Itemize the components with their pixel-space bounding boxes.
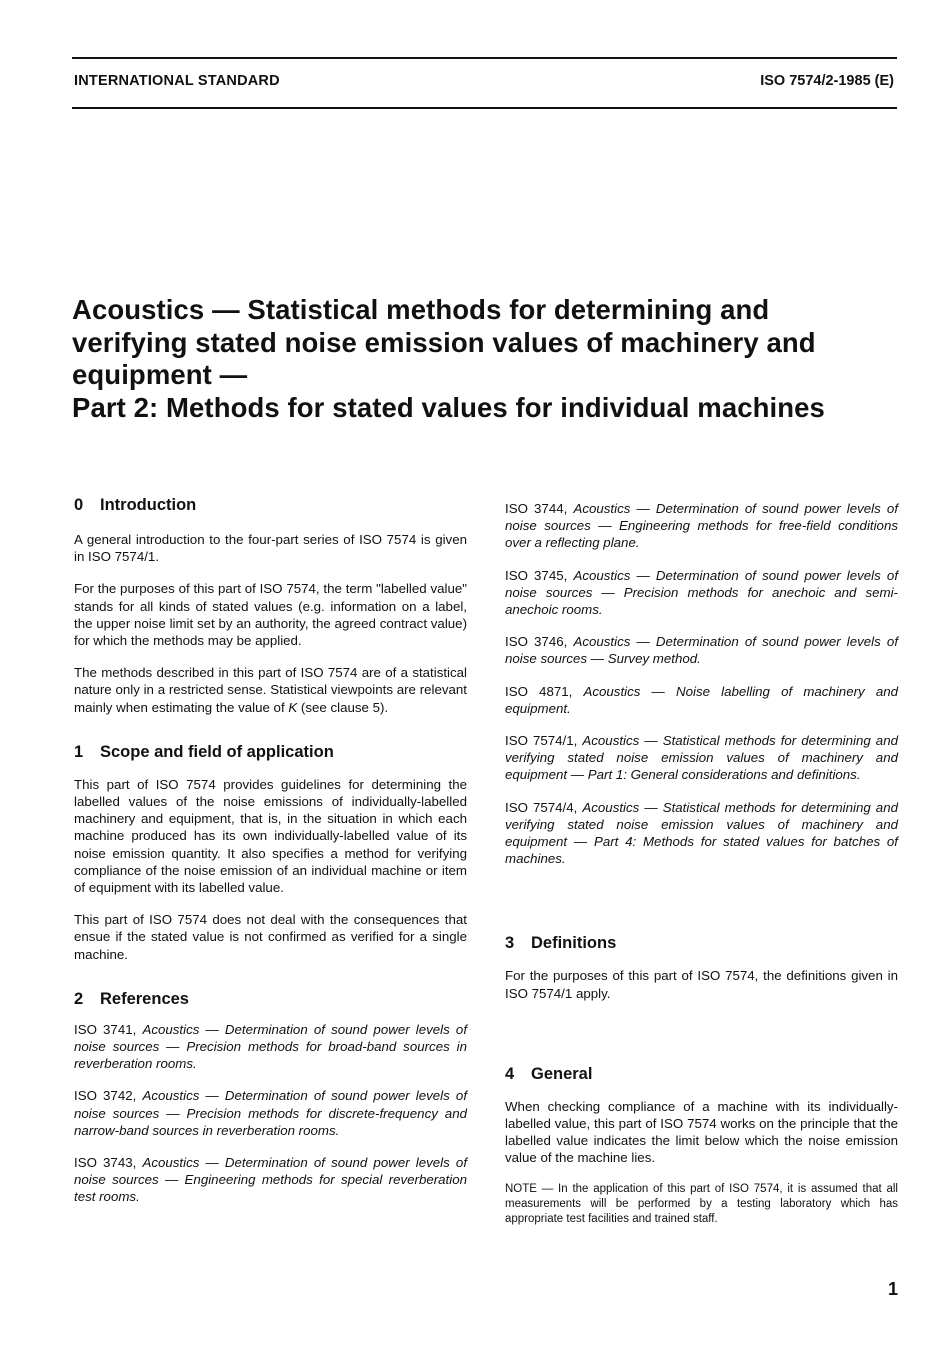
- header-bottom-rule: [72, 107, 897, 109]
- reference-item: ISO 4871, Acoustics — Noise labelling of machinery and equipment.: [505, 683, 899, 716]
- title-line-3: equipment —: [72, 359, 248, 390]
- reference-item: ISO 3742, Acoustics — Determination of sound power levels of noise sources — Precision methods for discrete-frequency and narrow-band sources in reverberation rooms.: [74, 1088, 468, 1138]
- header-top-rule: [72, 57, 897, 59]
- reference-item: ISO 7574/4, Acoustics — Statistical methods for determining and verifying stated noise emission values of machinery and equipment — Part 4: Methods for stated values for batches of machines.: [505, 799, 898, 867]
- intro-paragraph-2: For the purposes of this part of ISO 7574, the term "labelled value" stands for all kinds of stated values (e.g. information on a label, the upper noise limit set by an authority, the agreed contract value) for which the methods may be applied.: [74, 581, 467, 649]
- left-column: [74, 495, 467, 1206]
- intro-paragraph-1: A general introduction to the four-part series of ISO 7574 is given in ISO 7574/1.: [74, 532, 467, 565]
- section-heading-general: 4 General: [505, 1064, 593, 1083]
- section-heading-definitions: 3 Definitions: [505, 934, 617, 953]
- header-document-number: ISO 7574/2-1985 (E): [760, 73, 894, 89]
- reference-item: ISO 7574/1, Acoustics — Statistical methods for determining and verifying stated noise emission values of machinery and equipment — Part 1: General considerations and definitions.: [505, 733, 898, 783]
- document-title: [72, 294, 902, 424]
- section-heading-scope: 1 Scope and field of application: [74, 742, 334, 761]
- header-standard-type: INTERNATIONAL STANDARD: [74, 73, 280, 89]
- scope-paragraph-2: This part of ISO 7574 does not deal with the consequences that ensue if the stated value is not confirmed as verified for a single machine.: [74, 912, 467, 962]
- title-line-1: Acoustics — Statistical methods for determining and: [72, 294, 770, 325]
- reference-item: ISO 3746, Acoustics — Determination of sound power levels of noise sources — Survey method.: [505, 634, 899, 667]
- reference-item: ISO 3744, Acoustics — Determination of sound power levels of noise sources — Engineering methods for free-field conditions over a reflecting plane.: [505, 501, 899, 551]
- scope-paragraph-1: This part of ISO 7574 provides guidelines for determining the labelled values of the noise emissions of individually-labelled machinery and equipment, that is, in the situation in which each machine produced has its own individually-labelled value of its noise emission quantity. It also specifies a method for verifying compliance of the noise emission of an individual machine or item of equipment with its labelled value.: [74, 776, 467, 896]
- section-heading-references: 2 References: [74, 989, 189, 1008]
- section-heading-introduction: 0 Introduction: [74, 496, 197, 514]
- intro-paragraph-3: The methods described in this part of ISO 7574 are of a statistical nature only in a restricted sense. Statistical viewpoints are relevant mainly when estimating the value of K (see clause 5).: [74, 665, 467, 715]
- right-column: [505, 495, 898, 1227]
- page-number: 1: [887, 1279, 898, 1299]
- definitions-paragraph: For the purposes of this part of ISO 7574, the definitions given in ISO 7574/1 apply.: [505, 968, 898, 1001]
- reference-item: ISO 3741, Acoustics — Determination of sound power levels of noise sources — Precision methods for broad-band sources in reverberation rooms.: [74, 1021, 468, 1072]
- title-line-2: verifying stated noise emission values of machinery and: [72, 326, 816, 358]
- reference-item: ISO 3745, Acoustics — Determination of sound power levels of noise sources — Precision methods for anechoic and semi-anechoic rooms.: [505, 567, 899, 618]
- reference-item: ISO 3743, Acoustics — Determination of sound power levels of noise sources — Engineering methods for special reverberation test rooms.: [74, 1155, 468, 1205]
- title-line-4: Part 2: Methods for stated values for individual machines: [72, 391, 825, 423]
- general-note: NOTE — In the application of this part of ISO 7574, it is assumed that all measurements will be performed by a testing laboratory which has appropriate test facilities and trained staff.: [505, 1182, 898, 1225]
- general-paragraph: When checking compliance of a machine with its individually-labelled value, this part of ISO 7574 works on the principle that the labelled value indicates the limit below which the noise emission value of the machine lies.: [505, 1098, 898, 1166]
